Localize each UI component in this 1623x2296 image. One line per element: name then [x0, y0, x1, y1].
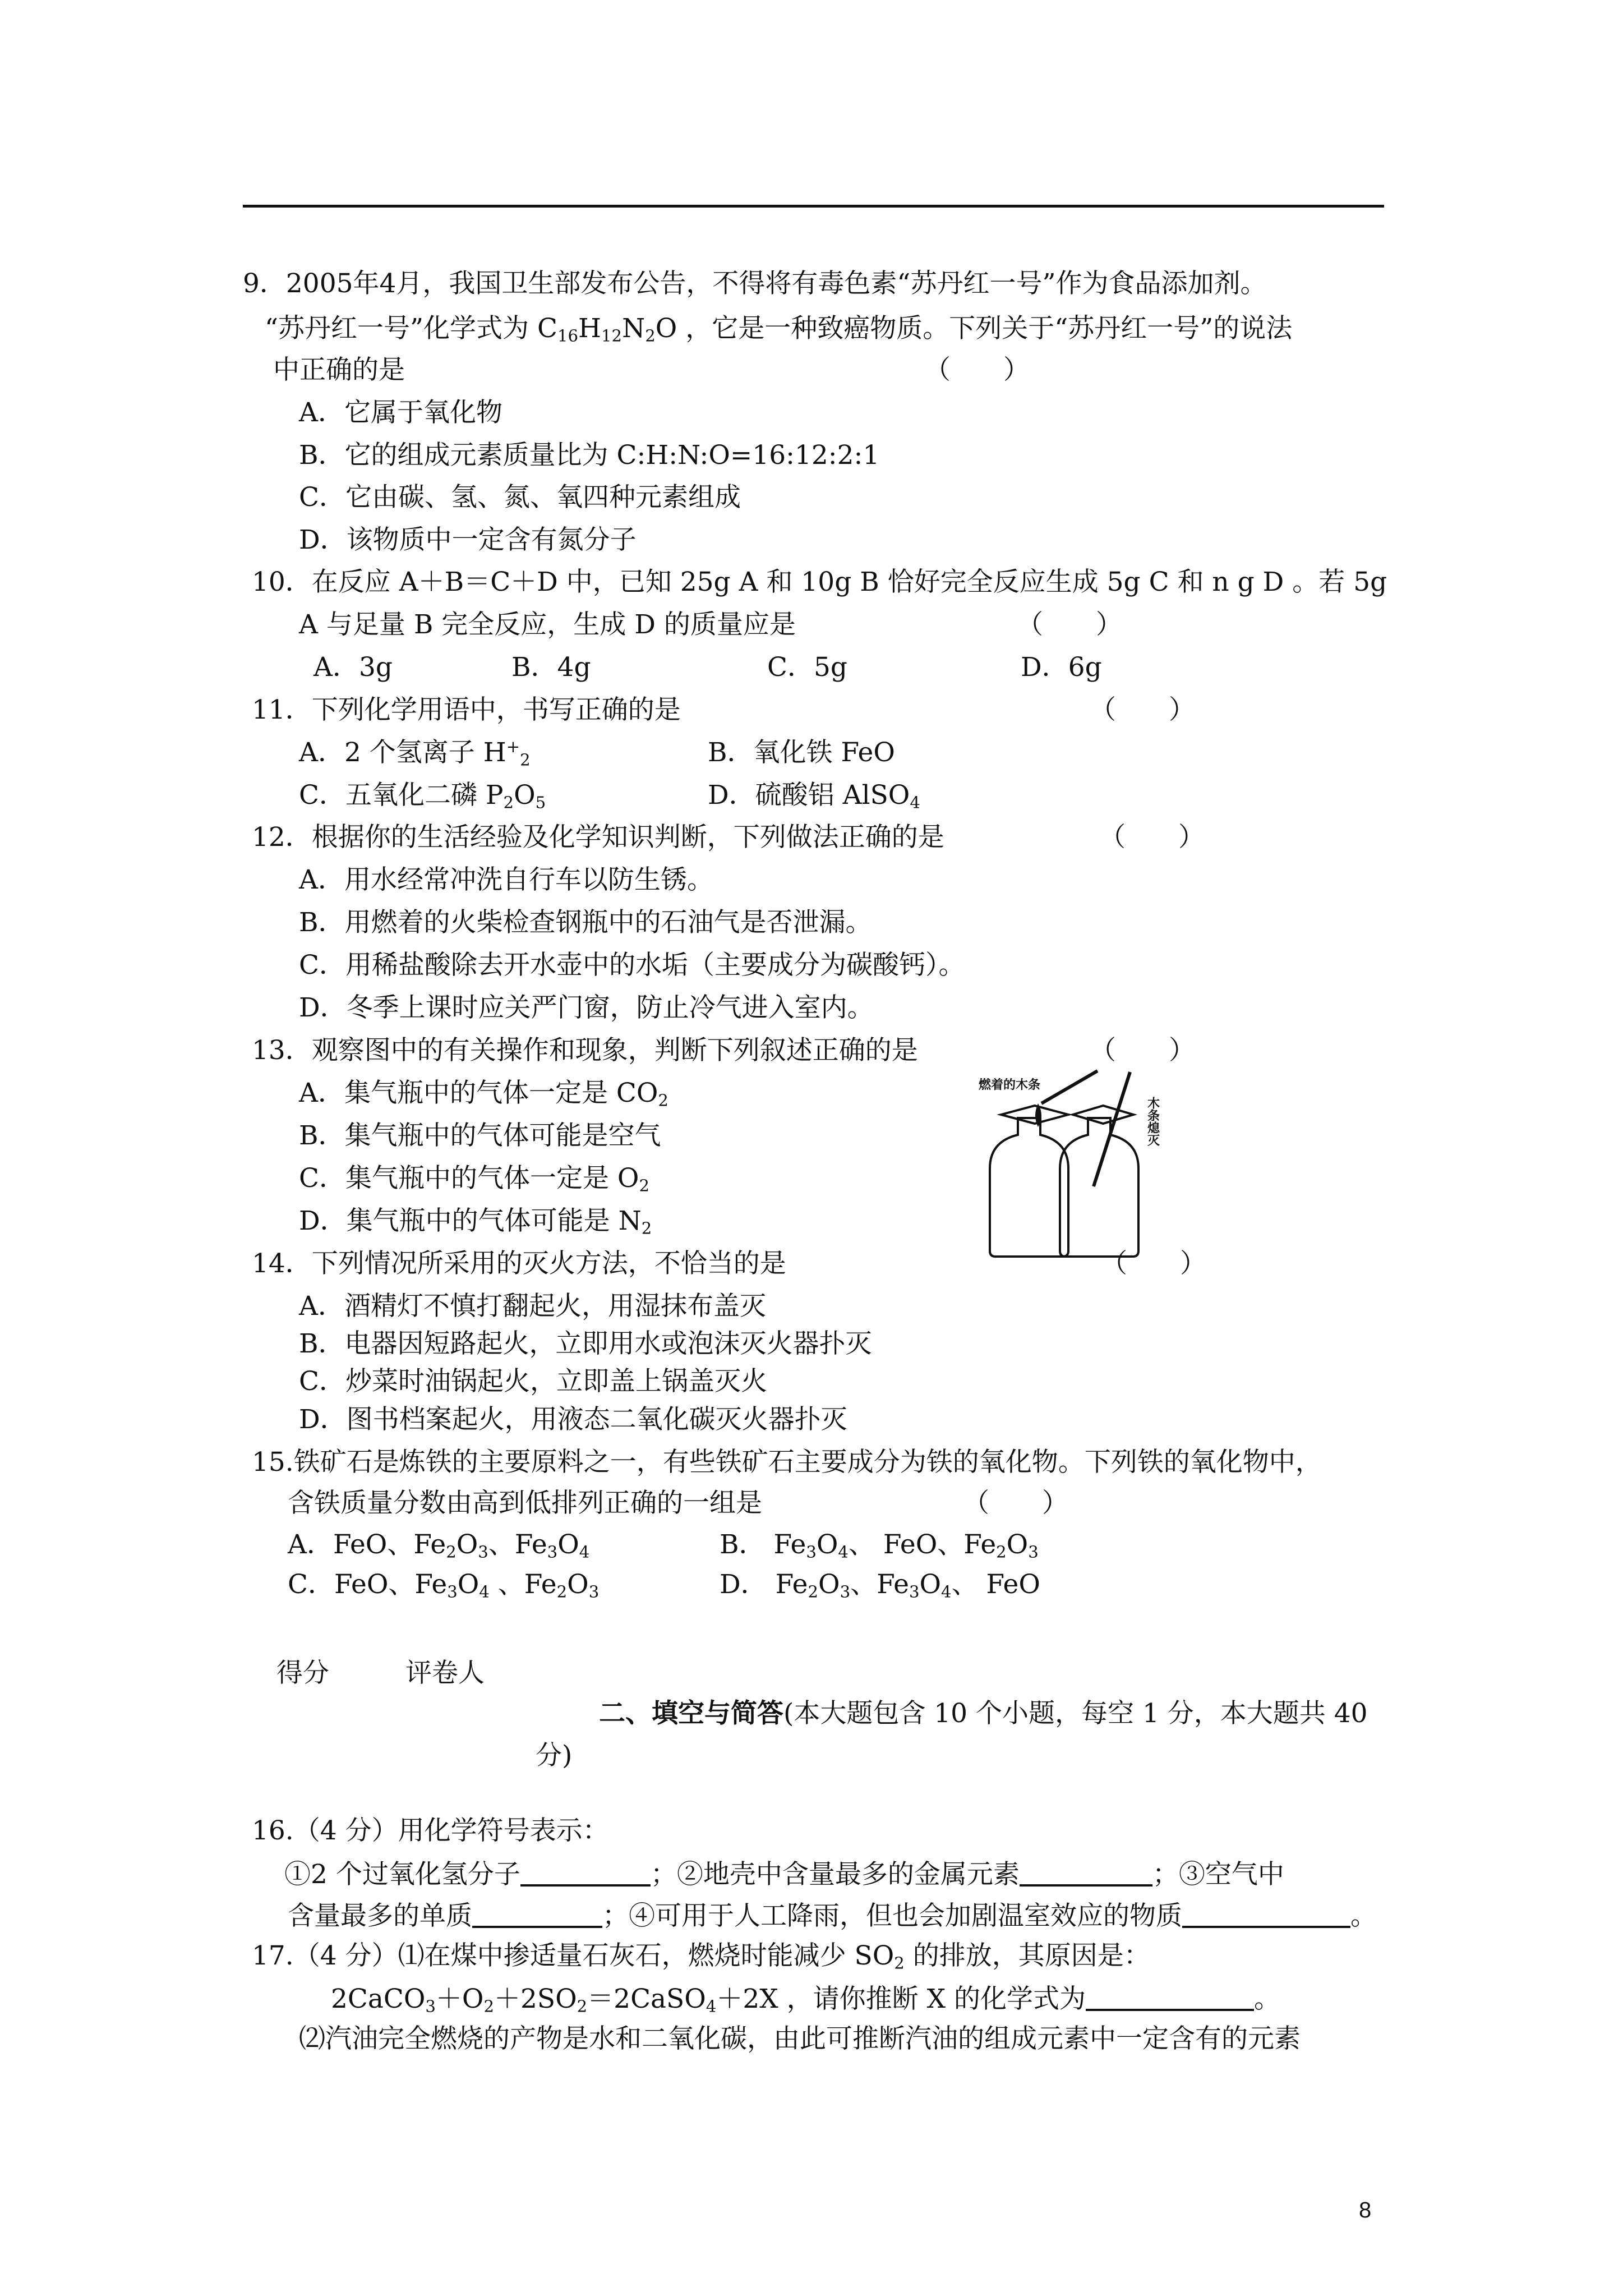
q10-answer-paren: （ ） [1017, 609, 1122, 640]
figure-label-burning-splint: 燃着的木条 [979, 1078, 1041, 1092]
score-label: 得分 [276, 1658, 329, 1688]
q9-option-c: C．它由碳、氢、氮、氧四种元素组成 [299, 482, 741, 513]
q14-line1: 14．下列情况所采用的灭火方法，不恰当的是 [252, 1248, 786, 1279]
q16-blank-2[interactable] [1020, 1860, 1152, 1887]
q12-option-d: D．冬季上课时应关严门窗，防止冷气进入室内。 [299, 992, 874, 1023]
q10-line1: 10．在反应 A＋B＝C＋D 中，已知 25g A 和 10g B 恰好完全反应生成 5g C 和 n g D 。若 5g [252, 567, 1387, 597]
q9-line1: 9．2005年4月，我国卫生部发布公告，不得将有毒色素“苏丹红一号”作为食品添加剂。 [243, 268, 1267, 299]
q11-line1: 11．下列化学用语中，书写正确的是 [252, 694, 681, 725]
q15-line2: 含铁质量分数由高到低排列正确的一组是 [288, 1488, 762, 1519]
q15-line1: 15.铁矿石是炼铁的主要原料之一，有些铁矿石主要成分为铁的氧化物。下列铁的氧化物中， [252, 1447, 1322, 1478]
q15-option-d: D． $Fe_2O_3$、$Fe_3O_4$、 FeO [720, 1569, 1040, 1602]
q10-option-a: A．3g [313, 652, 393, 683]
q15-option-b: B． $Fe_3O_4$、 FeO、$Fe_2O_3$ [720, 1529, 1039, 1562]
q9-line2: “苏丹红一号”化学式为 $C_{16}H_{12}N_2O$ ，它是一种致癌物质。下列关于“苏丹红一号”的说法 [265, 313, 1293, 346]
q14-option-c: C．炒菜时油锅起火，立即盖上锅盖灭火 [299, 1366, 767, 1397]
q16-line2: ①2 个过氧化氢分子 ；②地壳中含量最多的金属元素 ；③空气中 [284, 1859, 1284, 1890]
right-bottle [1060, 1118, 1138, 1257]
burning-splint [1041, 1071, 1098, 1103]
q16-blank-3[interactable] [472, 1901, 602, 1928]
q11-answer-paren: （ ） [1090, 694, 1195, 725]
q11-option-a: A．2 个氢离子 $H^+_2$ [299, 737, 531, 770]
q10-option-c: C．5g [767, 652, 847, 683]
q14-option-d: D．图书档案起火，用液态二氧化碳灭火器扑灭 [299, 1404, 847, 1435]
q12-option-a: A．用水经常冲洗自行车以防生锈。 [299, 864, 713, 895]
q9-option-a: A．它属于氧化物 [299, 397, 502, 428]
q17-blank-1[interactable] [1086, 1984, 1254, 2011]
q16-blank-1[interactable] [520, 1860, 651, 1887]
q10-option-b: B．4g [511, 652, 591, 683]
header-rule [243, 205, 1384, 208]
q10-line2: A 与足量 B 完全反应，生成 D 的质量应是 [299, 609, 796, 640]
q15-option-c: C．FeO、$Fe_3O_4$ 、$Fe_2O_3$ [288, 1569, 600, 1602]
q11-option-d: D．硫酸铝 AlSO$_4$ [708, 780, 920, 812]
q17-line3: ⑵汽油完全燃烧的产物是水和二氧化碳，由此可推断汽油的组成元素中一定含有的元素 [299, 2023, 1301, 2054]
q9-option-b: B．它的组成元素质量比为 C:H:N:O=16:12:2:1 [299, 440, 880, 471]
q12-line1: 12．根据你的生活经验及化学知识判断，下列做法正确的是 [252, 822, 944, 853]
left-bottle [990, 1118, 1068, 1257]
q12-option-b: B．用燃着的火柴检查钢瓶中的石油气是否泄漏。 [299, 907, 872, 938]
gas-bottle-figure [979, 1069, 1225, 1268]
q13-line1: 13．观察图中的有关操作和现象，判断下列叙述正确的是 [252, 1035, 918, 1066]
q16-line1: 16.（4 分）用化学符号表示： [252, 1815, 609, 1846]
q9-answer-paren: （ ） [924, 355, 1030, 385]
q14-option-b: B．电器因短路起火，立即用水或泡沫灭火器扑灭 [299, 1328, 872, 1359]
page-number: 8 [1359, 2198, 1372, 2223]
grader-label: 评卷人 [405, 1658, 485, 1688]
q17-line1: 17.（4 分）⑴在煤中掺适量石灰石，燃烧时能减少 $SO_2$ 的排放，其原因是： [252, 1940, 1150, 1973]
figure-label-splint-extinguished: 木条熄灭 [1145, 1097, 1160, 1146]
q14-option-a: A．酒精灯不慎打翻起火，用湿抹布盖灭 [299, 1291, 766, 1322]
q13-option-a: A．集气瓶中的气体一定是 $CO_2$ [299, 1078, 668, 1110]
extinguished-splint [1094, 1072, 1130, 1186]
q13-option-b: B．集气瓶中的气体可能是空气 [299, 1120, 661, 1151]
q16-blank-4[interactable] [1182, 1901, 1350, 1928]
q16-line3: 含量最多的单质 ；④可用于人工降雨，但也会加剧温室效应的物质 。 [288, 1901, 1377, 1931]
q13-option-d: D．集气瓶中的气体可能是 $N_2$ [299, 1205, 652, 1238]
q10-option-d: D．6g [1021, 652, 1102, 683]
q11-option-b: B．氧化铁 FeO [708, 737, 895, 768]
q17-equation: $2CaCO_3+O_2+2SO_2=2CaSO_4+2X$ ，请你推断 X 的化学式为 。 [331, 1984, 1280, 2016]
q12-option-c: C．用稀盐酸除去开水壶中的水垢（主要成分为碳酸钙）。 [299, 950, 965, 981]
q15-answer-paren: （ ） [963, 1488, 1068, 1519]
left-glass-plate [1001, 1106, 1068, 1124]
section2-title: 二、填空与简答(本大题包含 10 个小题，每空 1 分，本大题共 40 [599, 1698, 1368, 1729]
q9-line3: 中正确的是 [273, 355, 405, 385]
q12-answer-paren: （ ） [1099, 822, 1205, 853]
q13-answer-paren: （ ） [1090, 1035, 1195, 1066]
right-glass-plate [1073, 1106, 1133, 1124]
section2-desc-cont: 分) [536, 1740, 573, 1771]
q14-answer-paren: （ ） [1101, 1248, 1206, 1279]
q9-option-d: D．该物质中一定含有氮分子 [299, 524, 637, 555]
q13-option-c: C．集气瓶中的气体一定是 $O_2$ [299, 1163, 649, 1195]
q15-option-a: A．FeO、$Fe_2O_3$、$Fe_3O_4$ [288, 1529, 590, 1562]
q11-option-c: C．五氧化二磷 $P_2O_5$ [299, 780, 546, 812]
